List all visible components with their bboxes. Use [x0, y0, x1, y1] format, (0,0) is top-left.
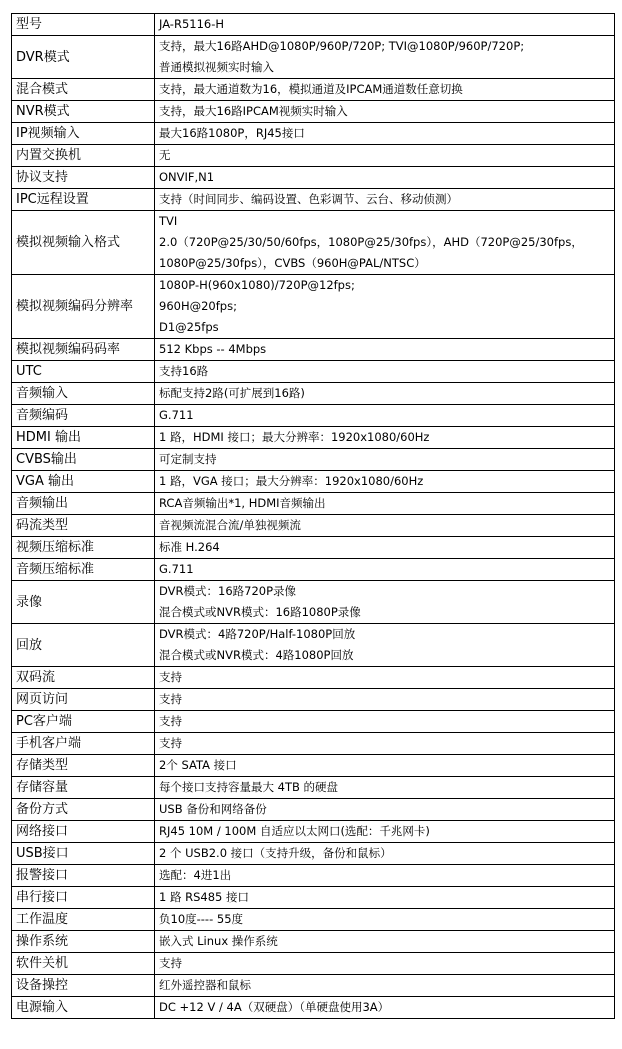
spec-value-line: 红外遥控器和鼠标 — [159, 978, 251, 992]
spec-value — [155, 581, 615, 624]
spec-value-line: DC +12 V / 4A（双硬盘）（单硬盘使用3A） — [159, 1000, 390, 1014]
spec-table-body — [12, 14, 615, 1019]
spec-label: 混合模式 — [12, 79, 155, 101]
spec-value-line: 支持 — [159, 670, 182, 684]
table-row — [12, 799, 615, 821]
spec-label: 协议支持 — [12, 167, 155, 189]
spec-value-line: 2 个 USB2.0 接口（支持升级，备份和鼠标） — [159, 846, 392, 860]
spec-value-line: 每个接口支持容量最大 4TB 的硬盘 — [159, 780, 339, 794]
table-row — [12, 909, 615, 931]
spec-value-line: 1080P-H(960x1080)/720P@12fps; — [159, 278, 355, 292]
spec-value — [155, 887, 615, 909]
spec-label: 串行接口 — [12, 887, 155, 909]
spec-value-line: 负10度---- 55度 — [159, 912, 244, 926]
spec-label: 音频编码 — [12, 405, 155, 427]
table-row — [12, 559, 615, 581]
spec-value — [155, 777, 615, 799]
spec-value-line: 支持 — [159, 714, 182, 728]
spec-value-line: 2个 SATA 接口 — [159, 758, 237, 772]
table-row — [12, 887, 615, 909]
spec-value — [155, 975, 615, 997]
spec-label: 设备操控 — [12, 975, 155, 997]
spec-value — [155, 405, 615, 427]
table-row — [12, 493, 615, 515]
spec-value-line: 混合模式或NVR模式：16路1080P录像 — [159, 605, 361, 619]
spec-value — [155, 821, 615, 843]
table-row — [12, 14, 615, 36]
spec-label: 视频压缩标准 — [12, 537, 155, 559]
table-row — [12, 123, 615, 145]
spec-value — [155, 14, 615, 36]
table-row — [12, 997, 615, 1019]
spec-value-line: 1 路，HDMI 接口；最大分辨率：1920x1080/60Hz — [159, 430, 430, 444]
spec-value — [155, 711, 615, 733]
spec-value — [155, 471, 615, 493]
spec-value-line: TVI — [159, 214, 178, 228]
spec-label: NVR模式 — [12, 101, 155, 123]
spec-value — [155, 211, 615, 275]
spec-value-line: 960H@20fps; — [159, 299, 237, 313]
spec-label: 音频压缩标准 — [12, 559, 155, 581]
table-row — [12, 427, 615, 449]
spec-label: HDMI 输出 — [12, 427, 155, 449]
table-row — [12, 211, 615, 275]
table-row — [12, 189, 615, 211]
table-row — [12, 145, 615, 167]
table-row — [12, 339, 615, 361]
spec-value-line: 混合模式或NVR模式：4路1080P回放 — [159, 648, 354, 662]
spec-value — [155, 515, 615, 537]
spec-value — [155, 667, 615, 689]
spec-value — [155, 865, 615, 887]
spec-value-line: 普通模拟视频实时输入 — [159, 60, 274, 74]
spec-label: 码流类型 — [12, 515, 155, 537]
spec-value-line: 1 路，VGA 接口；最大分辨率：1920x1080/60Hz — [159, 474, 424, 488]
spec-value — [155, 145, 615, 167]
spec-label: 存储类型 — [12, 755, 155, 777]
spec-value-line: 支持，最大16路AHD@1080P/960P/720P; TVI@1080P/960P/720P; — [159, 39, 525, 53]
spec-value-line: 嵌入式 Linux 操作系统 — [159, 934, 278, 948]
table-row — [12, 931, 615, 953]
spec-value — [155, 427, 615, 449]
spec-label: IP视频输入 — [12, 123, 155, 145]
spec-value-line: 支持 — [159, 692, 182, 706]
spec-value-line: 1 路 RS485 接口 — [159, 890, 250, 904]
spec-value-line: USB 备份和网络备份 — [159, 802, 267, 816]
table-row — [12, 865, 615, 887]
spec-label: CVBS输出 — [12, 449, 155, 471]
spec-label: 手机客户端 — [12, 733, 155, 755]
spec-value-line: 无 — [159, 148, 171, 162]
spec-label: 网络接口 — [12, 821, 155, 843]
table-row — [12, 953, 615, 975]
spec-value-line: G.711 — [159, 562, 194, 576]
table-row — [12, 405, 615, 427]
table-row — [12, 537, 615, 559]
spec-value-line: 支持，最大通道数为16，模拟通道及IPCAM通道数任意切换 — [159, 82, 463, 96]
spec-value-line: 512 Kbps -- 4Mbps — [159, 342, 267, 356]
spec-label: 回放 — [12, 624, 155, 667]
spec-label: 录像 — [12, 581, 155, 624]
spec-value-line: 1080P@25/30fps），CVBS（960H@PAL/NTSC） — [159, 256, 426, 270]
spec-value — [155, 537, 615, 559]
spec-value-line: 标配支持2路(可扩展到16路) — [159, 386, 305, 400]
spec-value — [155, 733, 615, 755]
spec-value — [155, 689, 615, 711]
spec-label: 型号 — [12, 14, 155, 36]
spec-value-line: DVR模式：4路720P/Half-1080P回放 — [159, 627, 356, 641]
spec-value — [155, 339, 615, 361]
spec-value-line: RJ45 10M / 100M 自适应以太网口(选配：千兆网卡) — [159, 824, 430, 838]
spec-value-line: 最大16路1080P，RJ45接口 — [159, 126, 305, 140]
spec-value-line: 支持，最大16路IPCAM视频实时输入 — [159, 104, 348, 118]
spec-value-line: 可定制支持 — [159, 452, 217, 466]
spec-label: PC客户端 — [12, 711, 155, 733]
spec-value-line: JA-R5116-H — [159, 17, 225, 31]
spec-value — [155, 101, 615, 123]
spec-value-line: 支持 — [159, 736, 182, 750]
spec-value-line: 支持16路 — [159, 364, 209, 378]
spec-label: 网页访问 — [12, 689, 155, 711]
spec-value-line: G.711 — [159, 408, 194, 422]
spec-label: 电源输入 — [12, 997, 155, 1019]
table-row — [12, 36, 615, 79]
spec-value — [155, 79, 615, 101]
table-row — [12, 275, 615, 339]
table-row — [12, 471, 615, 493]
table-row — [12, 733, 615, 755]
spec-label: 报警接口 — [12, 865, 155, 887]
spec-label: IPC远程设置 — [12, 189, 155, 211]
spec-label: DVR模式 — [12, 36, 155, 79]
spec-label: 工作温度 — [12, 909, 155, 931]
table-row — [12, 975, 615, 997]
spec-value — [155, 449, 615, 471]
spec-label: 软件关机 — [12, 953, 155, 975]
spec-value-line: RCA音频输出*1, HDMI音频输出 — [159, 496, 326, 510]
spec-value — [155, 493, 615, 515]
spec-value — [155, 559, 615, 581]
spec-label: VGA 输出 — [12, 471, 155, 493]
spec-value — [155, 123, 615, 145]
spec-label: 模拟视频编码分辨率 — [12, 275, 155, 339]
spec-value-line: 选配：4进1出 — [159, 868, 232, 882]
table-row — [12, 449, 615, 471]
spec-value — [155, 931, 615, 953]
table-row — [12, 79, 615, 101]
spec-value-line: DVR模式：16路720P录像 — [159, 584, 297, 598]
spec-label: 模拟视频编码码率 — [12, 339, 155, 361]
spec-value-line: 音视频流混合流/单独视频流 — [159, 518, 301, 532]
spec-value — [155, 755, 615, 777]
spec-label: USB接口 — [12, 843, 155, 865]
table-row — [12, 667, 615, 689]
spec-value — [155, 843, 615, 865]
spec-label: 内置交换机 — [12, 145, 155, 167]
spec-value — [155, 167, 615, 189]
spec-value — [155, 361, 615, 383]
table-row — [12, 624, 615, 667]
table-row — [12, 711, 615, 733]
spec-label: 模拟视频输入格式 — [12, 211, 155, 275]
spec-value — [155, 953, 615, 975]
spec-label: 操作系统 — [12, 931, 155, 953]
spec-value-line: ONVIF,N1 — [159, 170, 215, 184]
table-row — [12, 167, 615, 189]
table-row — [12, 515, 615, 537]
spec-value — [155, 275, 615, 339]
spec-label: 备份方式 — [12, 799, 155, 821]
spec-table — [11, 13, 615, 1019]
spec-value — [155, 997, 615, 1019]
table-row — [12, 777, 615, 799]
table-row — [12, 755, 615, 777]
table-row — [12, 843, 615, 865]
spec-value — [155, 799, 615, 821]
spec-value-line: 支持 — [159, 956, 182, 970]
spec-value — [155, 909, 615, 931]
spec-value — [155, 624, 615, 667]
table-row — [12, 821, 615, 843]
table-row — [12, 581, 615, 624]
spec-value-line: 标准 H.264 — [159, 540, 220, 554]
spec-value-line: D1@25fps — [159, 320, 219, 334]
table-row — [12, 689, 615, 711]
spec-value — [155, 189, 615, 211]
table-row — [12, 383, 615, 405]
spec-label: UTC — [12, 361, 155, 383]
spec-value-line: 2.0（720P@25/30/50/60fps，1080P@25/30fps），AHD（720P@25/30fps， — [159, 235, 583, 249]
spec-value-line: 支持（时间同步、编码设置、色彩调节、云台、移动侦测） — [159, 192, 458, 206]
spec-label: 音频输出 — [12, 493, 155, 515]
table-row — [12, 101, 615, 123]
spec-value — [155, 383, 615, 405]
spec-label: 存储容量 — [12, 777, 155, 799]
spec-label: 双码流 — [12, 667, 155, 689]
table-row — [12, 361, 615, 383]
spec-value — [155, 36, 615, 79]
spec-label: 音频输入 — [12, 383, 155, 405]
